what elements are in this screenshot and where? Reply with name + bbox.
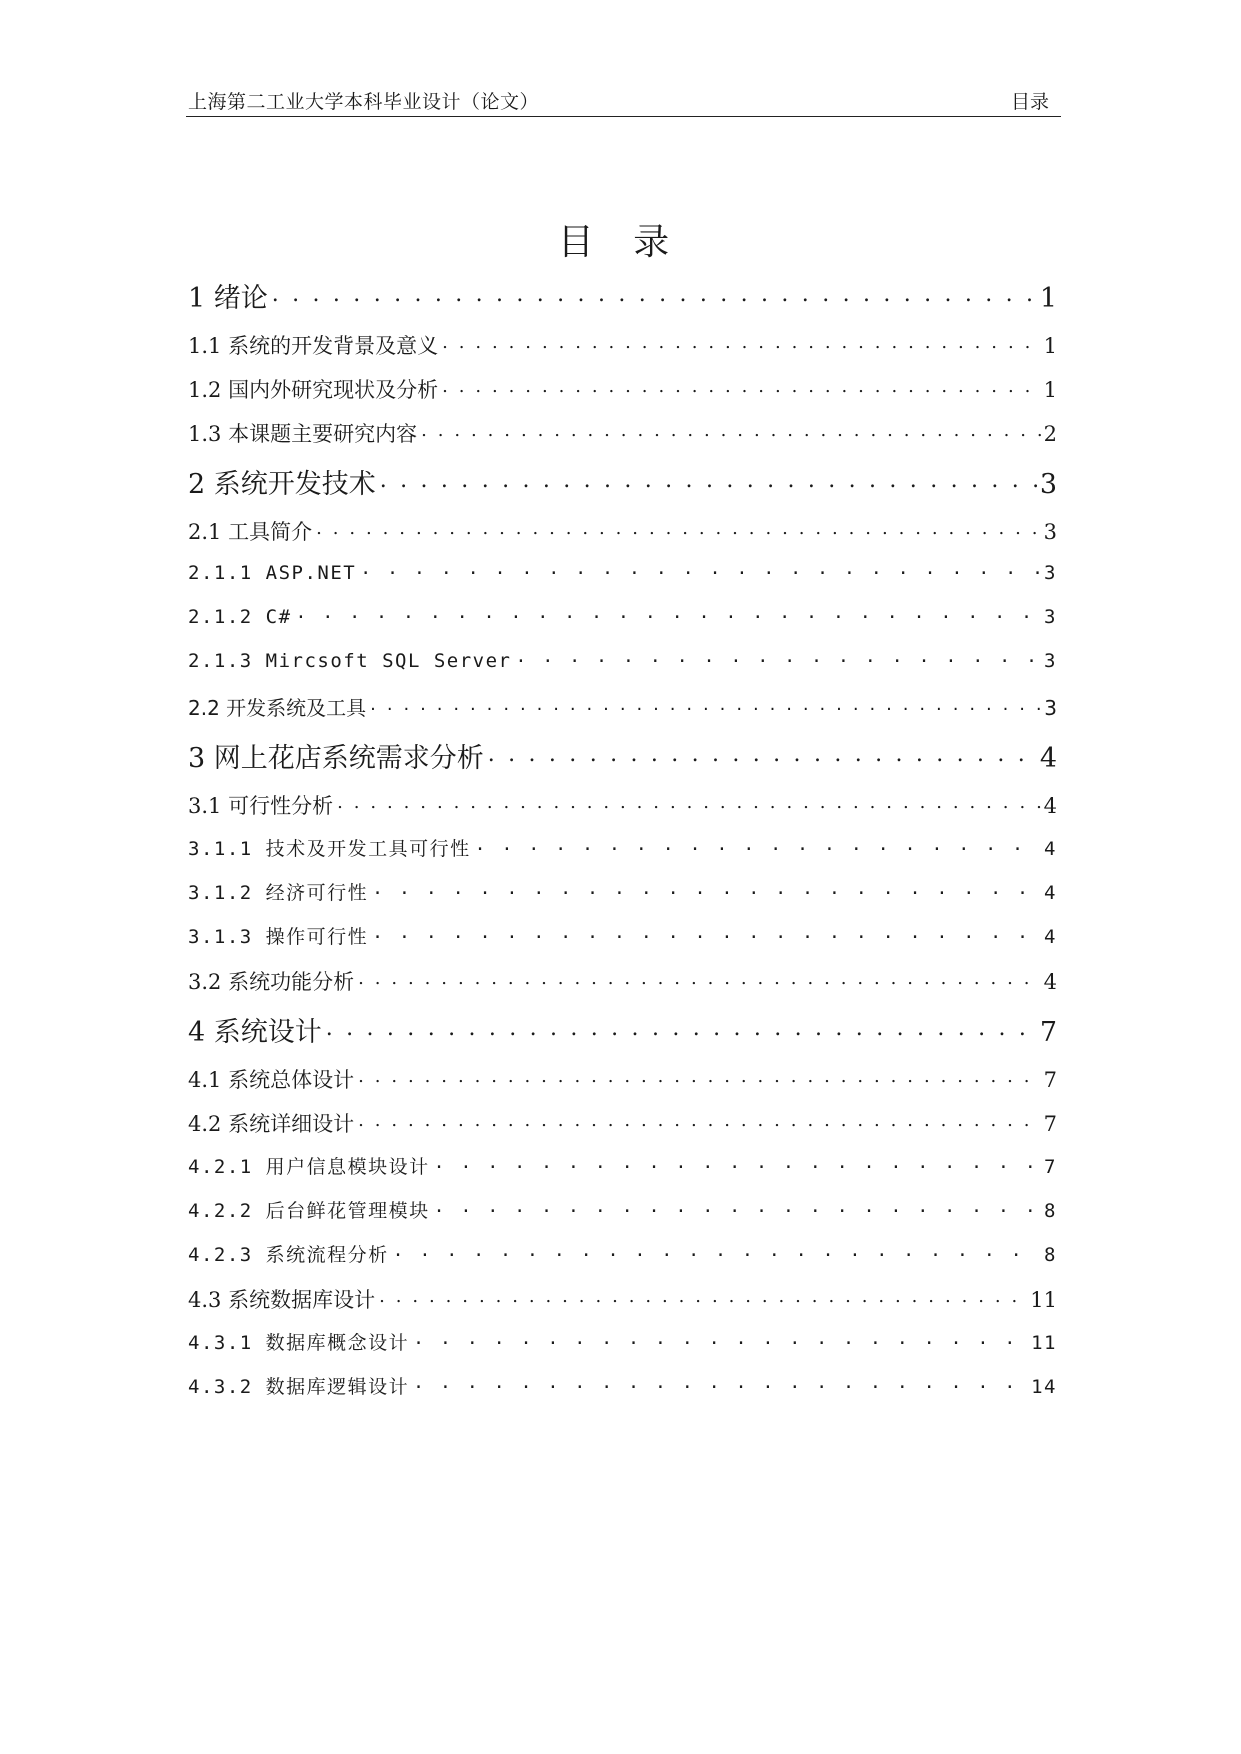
toc-dot-leader: [370, 695, 1041, 715]
toc-entry-label: 3.1 可行性分析: [188, 794, 334, 818]
toc-entry-label: 4.3 系统数据库设计: [188, 1288, 376, 1312]
toc-entry[interactable]: [188, 560, 1057, 584]
toc-entry-label: 4.2.2 后台鲜花管理模块: [188, 1200, 430, 1222]
toc-entry-page: 3: [1044, 696, 1057, 720]
toc-entry-page: 3: [1044, 650, 1057, 672]
toc-entry-page: 4: [1044, 882, 1057, 904]
toc-entry-page: 7: [1044, 1156, 1057, 1178]
toc-entry-page: 7: [1043, 1112, 1057, 1136]
toc-entry-page: 3: [1044, 606, 1057, 628]
toc-dot-leader: [393, 1242, 1041, 1261]
page-header: [186, 86, 1061, 117]
toc-entry-page: 4: [1044, 926, 1057, 948]
toc-entry-page: 1: [1043, 378, 1057, 402]
toc-entry[interactable]: [188, 1284, 1057, 1314]
toc-entry[interactable]: [188, 736, 1057, 775]
toc-dot-leader: [326, 1014, 1037, 1041]
toc-entry[interactable]: [188, 922, 1057, 949]
toc-entry[interactable]: [188, 1196, 1057, 1223]
toc-entry-label: 4.1 系统总体设计: [188, 1068, 355, 1092]
toc-entry-page: 11: [1030, 1288, 1057, 1312]
toc-dot-leader: [421, 420, 1041, 441]
toc-entry-label: 2.1.3 Mircsoft SQL Server: [188, 650, 512, 672]
toc-dot-leader: [434, 1198, 1041, 1217]
toc-entry-page: 8: [1044, 1200, 1057, 1222]
toc-entry-label: 4.2 系统详细设计: [188, 1112, 355, 1136]
toc-entry-label: 3.1.2 经济可行性: [188, 882, 369, 904]
toc-dot-leader: [358, 1110, 1041, 1131]
toc-entry[interactable]: [188, 834, 1057, 861]
toc-entry-page: 4: [1039, 743, 1057, 774]
header-section-name: 目录: [1010, 91, 1049, 113]
toc-dot-leader: [413, 1374, 1028, 1393]
toc-entry-page: 7: [1039, 1017, 1057, 1048]
toc-dot-leader: [358, 1066, 1041, 1087]
toc-entry-label: 3 网上花店系统需求分析: [188, 743, 484, 774]
toc-entry-page: 3: [1044, 562, 1057, 584]
toc-dot-leader: [380, 466, 1037, 493]
toc-entry-page: 3: [1043, 520, 1057, 544]
toc-entry[interactable]: [188, 1328, 1057, 1355]
toc-entry[interactable]: [188, 1372, 1057, 1399]
toc-dot-leader: [372, 880, 1041, 899]
toc-entry-page: 8: [1044, 1244, 1057, 1266]
toc-entry[interactable]: [188, 1010, 1057, 1049]
toc-entry-label: 4 系统设计: [188, 1017, 322, 1048]
toc-entry-label: 4.3.2 数据库逻辑设计: [188, 1376, 410, 1398]
toc-entry[interactable]: [188, 462, 1057, 501]
toc-entry-label: 2.1 工具简介: [188, 520, 313, 544]
toc-entry-label: 2.1.1 ASP.NET: [188, 562, 357, 584]
toc-entry[interactable]: [188, 330, 1057, 360]
toc-entry-label: 3.1.3 操作可行性: [188, 926, 369, 948]
toc-entry[interactable]: [188, 276, 1057, 315]
toc-dot-leader: [434, 1154, 1041, 1173]
toc-dot-leader: [360, 560, 1041, 579]
toc-entry-page: 2: [1043, 422, 1057, 446]
toc-entry-page: 11: [1031, 1332, 1057, 1354]
toc-dot-leader: [316, 518, 1041, 539]
page-title: 目 录: [557, 222, 684, 263]
toc-dot-leader: [413, 1330, 1028, 1349]
toc-dot-leader: [379, 1286, 1027, 1307]
toc-entry-label: 4.2.1 用户信息模块设计: [188, 1156, 430, 1178]
toc-dot-leader: [272, 280, 1037, 307]
toc-entry-page: 4: [1044, 838, 1057, 860]
toc-dot-leader: [372, 924, 1041, 943]
toc-entry-page: 4: [1043, 794, 1057, 818]
toc-entry[interactable]: [188, 966, 1057, 996]
toc-entry[interactable]: [188, 1240, 1057, 1267]
toc-dot-leader: [515, 648, 1041, 667]
toc-entry[interactable]: [188, 516, 1057, 546]
toc-entry-page: 4: [1043, 970, 1057, 994]
toc-entry-label: 1.3 本课题主要研究内容: [188, 422, 418, 446]
toc-entry[interactable]: [188, 1064, 1057, 1094]
toc-entry-label: 2 系统开发技术: [188, 469, 376, 500]
toc-entry-page: 14: [1031, 1376, 1057, 1398]
toc-dot-leader: [296, 604, 1042, 623]
toc-entry-page: 7: [1043, 1068, 1057, 1092]
toc-dot-leader: [475, 836, 1041, 855]
header-school-title: 上海第二工业大学本科毕业设计（论文）: [188, 91, 540, 113]
toc-entry-label: 1.1 系统的开发背景及意义: [188, 334, 439, 358]
toc-entry[interactable]: [188, 374, 1057, 404]
toc-entry[interactable]: [188, 1108, 1057, 1138]
toc-entry-page: 1: [1043, 334, 1057, 358]
toc-entry-label: 3.2 系统功能分析: [188, 970, 355, 994]
toc-entry-label: 2.2 开发系统及工具: [188, 696, 367, 720]
toc-entry-label: 1.2 国内外研究现状及分析: [188, 378, 439, 402]
toc-entry-label: 2.1.2 C#: [188, 606, 292, 628]
toc-entry-label: 4.2.3 系统流程分析: [188, 1244, 389, 1266]
toc-dot-leader: [337, 792, 1041, 813]
toc-entry[interactable]: [188, 692, 1057, 721]
toc-entry[interactable]: [188, 1152, 1057, 1179]
toc-entry[interactable]: [188, 648, 1057, 672]
toc-entry[interactable]: [188, 604, 1057, 628]
toc-entry[interactable]: [188, 418, 1057, 448]
toc-dot-leader: [442, 332, 1041, 353]
toc-dot-leader: [358, 968, 1041, 989]
toc-entry-label: 1 绪论: [188, 283, 268, 314]
toc-dot-leader: [442, 376, 1041, 397]
toc-entry-page: 1: [1039, 283, 1057, 314]
toc-entry-page: 3: [1039, 469, 1057, 500]
toc-dot-leader: [488, 740, 1037, 767]
toc-entry[interactable]: [188, 790, 1057, 820]
toc-entry-label: 3.1.1 技术及开发工具可行性: [188, 838, 471, 860]
toc-entry-label: 4.3.1 数据库概念设计: [188, 1332, 410, 1354]
toc-entry[interactable]: [188, 878, 1057, 905]
